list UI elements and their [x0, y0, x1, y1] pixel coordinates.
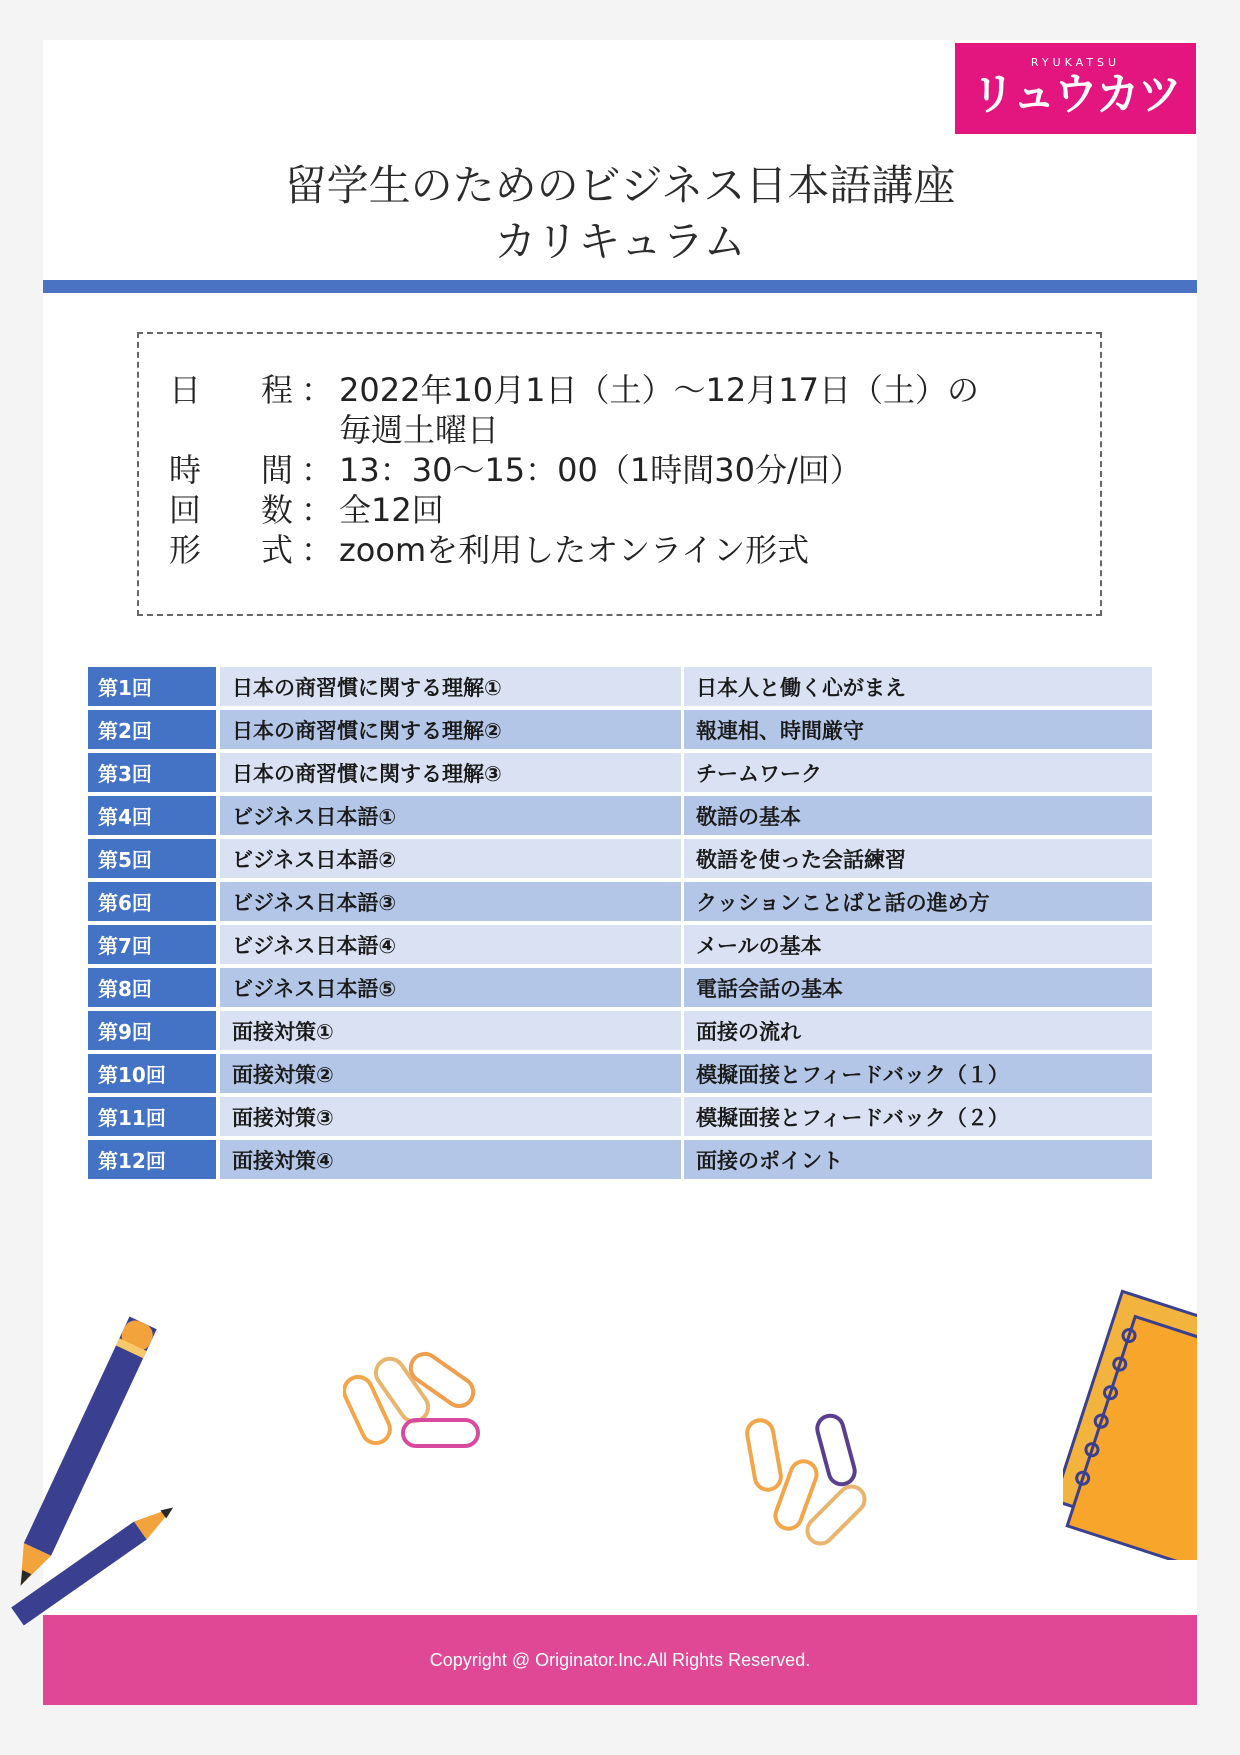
session-topic: 面接対策②: [220, 1054, 684, 1097]
session-number: 第8回: [88, 968, 220, 1011]
session-topic: ビジネス日本語②: [220, 839, 684, 882]
title-divider: [43, 280, 1197, 293]
session-detail: チームワーク: [684, 753, 1152, 796]
notebook-icon: [1063, 1280, 1197, 1560]
footer-bar: [43, 1615, 1197, 1705]
session-detail: 報連相、時間厳守: [684, 710, 1152, 753]
logo-main-text: リュウカツ: [971, 69, 1180, 120]
table-row: [88, 839, 1152, 882]
info-schedule-value-2: 毎週土曜日: [339, 411, 500, 449]
info-schedule-label-1: 日: [169, 371, 202, 409]
session-detail: 日本人と働く心がまえ: [684, 667, 1152, 710]
table-row: [88, 667, 1152, 710]
session-topic: ビジネス日本語④: [220, 925, 684, 968]
info-format-label-1: 形: [169, 531, 202, 569]
paperclip-icon: [743, 1410, 893, 1560]
session-number: 第2回: [88, 710, 220, 753]
table-row: [88, 925, 1152, 968]
session-topic: 面接対策①: [220, 1011, 684, 1054]
info-time-label-1: 時: [169, 451, 202, 489]
session-detail: 面接のポイント: [684, 1140, 1152, 1183]
table-row: [88, 710, 1152, 753]
session-number: 第10回: [88, 1054, 220, 1097]
table-row: [88, 1011, 1152, 1054]
session-number: 第4回: [88, 796, 220, 839]
session-topic: ビジネス日本語③: [220, 882, 684, 925]
info-count-value: 全12回: [339, 491, 444, 529]
info-time-label-2: 間: [261, 451, 294, 489]
session-number: 第5回: [88, 839, 220, 882]
table-row: [88, 753, 1152, 796]
session-detail: 面接の流れ: [684, 1011, 1152, 1054]
table-row: [88, 882, 1152, 925]
session-number: 第11回: [88, 1097, 220, 1140]
session-topic: 日本の商習慣に関する理解②: [220, 710, 684, 753]
session-detail: 模擬面接とフィードバック（２）: [684, 1097, 1152, 1140]
info-schedule-label-2: 程: [261, 371, 294, 409]
session-number: 第3回: [88, 753, 220, 796]
table-row: [88, 968, 1152, 1011]
info-colon: ：: [301, 371, 334, 409]
session-number: 第7回: [88, 925, 220, 968]
info-colon: ：: [301, 491, 334, 529]
info-schedule-value: 2022年10月1日（土）～12月17日（土）の: [339, 371, 979, 409]
info-format-value: zoomを利用したオンライン形式: [339, 531, 810, 569]
page-title: [43, 158, 1197, 270]
session-detail: 模擬面接とフィードバック（１）: [684, 1054, 1152, 1097]
session-detail: 敬語を使った会話練習: [684, 839, 1152, 882]
logo-small-text: RYUKATSU: [1030, 56, 1121, 69]
session-number: 第6回: [88, 882, 220, 925]
table-row: [88, 1097, 1152, 1140]
session-topic: 日本の商習慣に関する理解③: [220, 753, 684, 796]
session-topic: ビジネス日本語⑤: [220, 968, 684, 1011]
table-row: [88, 796, 1152, 839]
copyright-text: Copyright @ Originator.Inc.All Rights Reserved.: [429, 1650, 811, 1670]
ryukatsu-logo: [955, 43, 1196, 134]
title-line-2: カリキュラム: [494, 217, 746, 266]
info-colon: ：: [301, 451, 334, 489]
title-line-1: 留学生のためのビジネス日本語講座: [284, 161, 956, 210]
session-detail: メールの基本: [684, 925, 1152, 968]
info-count-label-1: 回: [169, 491, 202, 529]
table-row: [88, 1054, 1152, 1097]
session-topic: ビジネス日本語①: [220, 796, 684, 839]
session-topic: 面接対策③: [220, 1097, 684, 1140]
flyer-page: [43, 40, 1197, 1705]
session-detail: 敬語の基本: [684, 796, 1152, 839]
info-format-label-2: 式: [261, 531, 294, 569]
session-detail: 電話会話の基本: [684, 968, 1152, 1011]
info-colon: ：: [301, 531, 334, 569]
session-number: 第1回: [88, 667, 220, 710]
info-count-label-2: 数: [261, 491, 294, 529]
session-detail: クッションことばと話の進め方: [684, 882, 1152, 925]
info-time-value: 13：30～15：00（1時間30分/回）: [339, 451, 862, 489]
table-row: [88, 1140, 1152, 1183]
curriculum-table: [88, 667, 1152, 1183]
session-topic: 面接対策④: [220, 1140, 684, 1183]
paperclip-icon: [343, 1335, 513, 1465]
session-number: 第9回: [88, 1011, 220, 1054]
session-number: 第12回: [88, 1140, 220, 1183]
session-topic: 日本の商習慣に関する理解①: [220, 667, 684, 710]
course-info-box: [137, 332, 1102, 616]
